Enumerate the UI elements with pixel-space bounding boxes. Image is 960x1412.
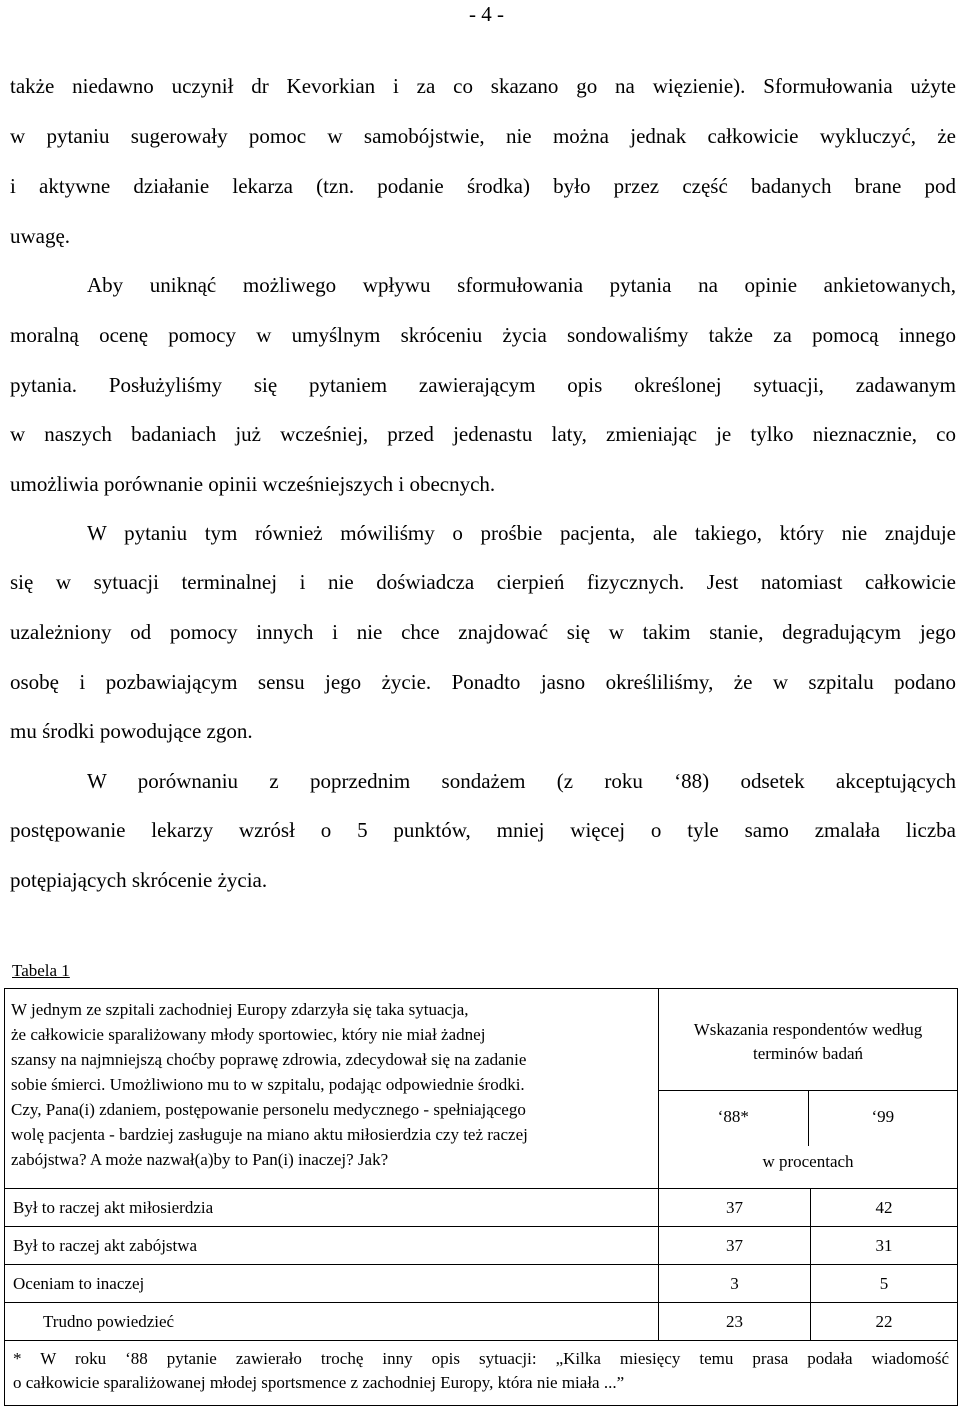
body-line: W pytaniu tym również mówiliśmy o prośbie pacjenta, ale takiego, który nie znajduje bbox=[87, 521, 956, 545]
body-line: mu środki powodujące zgon. bbox=[10, 719, 253, 743]
body-line: uzależniony od pomocy innych i nie chce znajdować się w takim stanie, degradującym jego bbox=[10, 620, 956, 644]
header-line: Wskazania respondentów według bbox=[693, 1020, 923, 1039]
body-line: osobę i pozbawiającym sensu jego życie. Ponadto jasno określiliśmy, że w szpitalu podano bbox=[10, 670, 956, 694]
value-88: 23 bbox=[659, 1303, 811, 1341]
value-99: 22 bbox=[811, 1303, 958, 1341]
body-line: także niedawno uczynił dr Kevorkian i za co skazano go na więzienie). Sformułowania użyte bbox=[10, 74, 956, 98]
question-line: Czy, Pana(i) zdaniem, postępowanie personelu medycznego - spełniającego bbox=[11, 1100, 526, 1119]
table-row bbox=[5, 1189, 958, 1227]
table-caption: Tabela 1 bbox=[12, 961, 70, 980]
question-line: wolę pacjenta - bardziej zasługuje na miano aktu miłosierdzia czy też raczej bbox=[11, 1125, 528, 1144]
body-line: W porównaniu z poprzednim sondażem (z roku ‘88) odsetek akceptujących bbox=[87, 769, 956, 793]
body-line: pytania. Posłużyliśmy się pytaniem zawierającym opis określonej sytuacji, zadawanym bbox=[10, 373, 956, 397]
value-99: 5 bbox=[811, 1265, 958, 1303]
table-row bbox=[5, 1303, 958, 1341]
question-line: szansy na najmniejszą choćby poprawę zdrowia, zdecydował się na zadanie bbox=[11, 1050, 527, 1069]
question-line: że całkowicie sparaliżowany młody sportowiec, który nie miał żadnej bbox=[11, 1025, 486, 1044]
page-number: - 4 - bbox=[469, 2, 504, 26]
header-line: terminów badań bbox=[753, 1044, 863, 1063]
body-line: postępowanie lekarzy wzrósł o 5 punktów, mniej więcej o tyle samo zmalała liczba bbox=[10, 818, 956, 842]
body-line: Aby uniknąć możliwego wpływu sformułowania pytania na opinie ankietowanych, bbox=[87, 273, 956, 297]
row-label: Był to raczej akt zabójstwa bbox=[5, 1227, 659, 1265]
body-line: i aktywne działanie lekarza (tzn. podanie środka) było przez część badanych brane pod bbox=[10, 174, 956, 198]
value-88: 37 bbox=[659, 1227, 811, 1265]
table-row bbox=[5, 1265, 958, 1303]
value-88: 3 bbox=[659, 1265, 811, 1303]
question-line: zabójstwa? A może nazwał(a)by to Pan(i) inaczej? Jak? bbox=[11, 1150, 389, 1169]
body-line: umożliwia porównanie opinii wcześniejszych i obecnych. bbox=[10, 472, 496, 496]
row-label: Oceniam to inaczej bbox=[5, 1265, 659, 1303]
body-line: uwagę. bbox=[10, 224, 71, 248]
body-line: w pytaniu sugerowały pomoc w samobójstwie, nie można jednak całkowicie wykluczyć, że bbox=[10, 124, 956, 148]
footnote-line: o całkowicie sparaliżowanej młodej sportsmence z zachodniej Europy, która nie miała ...” bbox=[13, 1373, 625, 1392]
row-label: Był to raczej akt miłosierdzia bbox=[5, 1189, 659, 1227]
body-line: w naszych badaniach już wcześniej, przed jedenastu laty, zmieniając je tylko nieznacznie, co bbox=[10, 422, 956, 446]
question-cell bbox=[5, 989, 659, 1189]
column-header bbox=[659, 989, 958, 1189]
row-label: Trudno powiedzieć bbox=[5, 1303, 659, 1341]
survey-table bbox=[4, 988, 958, 1406]
question-line: W jednym ze szpitali zachodniej Europy zdarzyła się taka sytuacja, bbox=[11, 1000, 469, 1019]
value-88: 37 bbox=[659, 1189, 811, 1227]
question-line: sobie śmierci. Umożliwiono mu to w szpitalu, podając odpowiednie środki. bbox=[11, 1075, 525, 1094]
unit-label: w procentach bbox=[762, 1152, 854, 1171]
body-line: potępiających skrócenie życia. bbox=[10, 868, 268, 892]
year-header-99: ‘99 bbox=[808, 1091, 958, 1146]
value-99: 42 bbox=[811, 1189, 958, 1227]
value-99: 31 bbox=[811, 1227, 958, 1265]
footnote-line: * W roku ‘88 pytanie zawierało trochę inny opis sytuacji: „Kilka miesięcy temu prasa podała wiadomość bbox=[13, 1349, 950, 1368]
table-footnote bbox=[5, 1341, 958, 1406]
year-header-88: ‘88* bbox=[717, 1107, 749, 1126]
body-line: moralną ocenę pomocy w umyślnym skróceniu życia sondowaliśmy także za pomocą innego bbox=[10, 323, 956, 347]
body-line: się w sytuacji terminalnej i nie doświadcza cierpień fizycznych. Jest natomiast całkowicie bbox=[10, 570, 956, 594]
table-row bbox=[5, 1227, 958, 1265]
